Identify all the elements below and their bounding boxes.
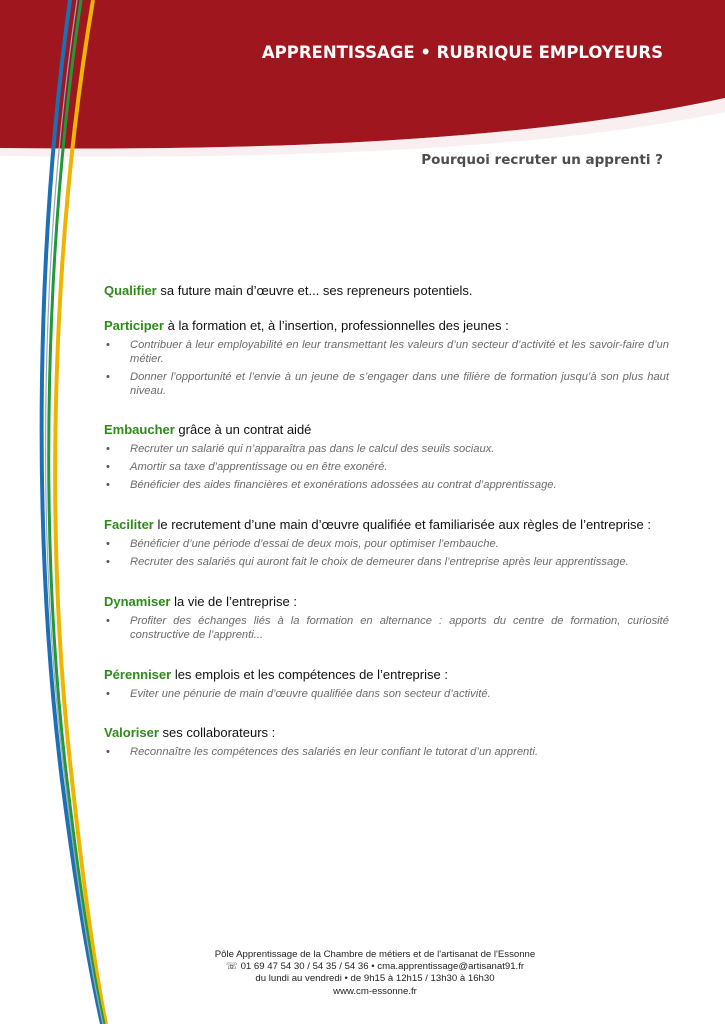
bullet-icon: • [106,443,110,455]
list-item-text: Eviter une pénurie de main d’œuvre qualifiée dans son secteur d’activité. [130,688,491,700]
list-item [104,687,669,701]
bullet-list [104,537,669,569]
section-keyword: Faciliter [104,517,154,532]
section-participer [104,317,669,398]
section-heading-text: le recrutement d’une main d’œuvre qualifiée et familiarisée aux règles de l’entreprise : [153,517,651,532]
page-subtitle: Pourquoi recruter un apprenti ? [421,152,663,168]
section-qualifier [104,282,669,299]
list-item [104,370,669,398]
list-item-text: Bénéficier des aides financières et exonérations adossées au contrat d’apprentissage. [130,479,557,491]
list-item-text: Reconnaître les compétences des salariés en leur confiant le tutorat d’un apprenti. [130,746,538,758]
bullet-list [104,442,669,492]
list-item-text: Recruter un salarié qui n’apparaîtra pas dans le calcul des seuils sociaux. [130,443,495,455]
page-footer [150,949,600,998]
section-perenniser [104,666,669,701]
bullet-list [104,745,669,759]
list-item-text: Bénéficier d’une période d’essai de deux mois, pour optimiser l’embauche. [130,538,499,550]
bullet-list [104,614,669,642]
bullet-icon: • [106,615,110,627]
list-item [104,614,669,642]
section-heading [104,666,669,683]
section-keyword: Embaucher [104,422,175,437]
section-keyword: Participer [104,318,164,333]
section-keyword: Pérenniser [104,667,172,682]
section-heading [104,593,669,610]
section-heading-text: grâce à un contrat aidé [174,422,312,437]
bullet-icon: • [106,339,110,351]
section-embaucher [104,421,669,492]
section-valoriser [104,724,669,759]
list-item [104,555,669,569]
list-item [104,460,669,474]
bullet-icon: • [106,371,110,383]
section-heading [104,282,669,299]
section-keyword: Valoriser [104,725,159,740]
section-faciliter [104,516,669,569]
section-heading [104,317,669,334]
list-item [104,338,669,366]
footer-hours: du lundi au vendredi • de 9h15 à 12h15 / 13h30 à 16h30 [255,973,495,985]
section-heading-text: ses collaborateurs : [158,725,276,740]
section-heading [104,421,669,438]
bullet-icon: • [106,461,110,473]
section-heading [104,724,669,741]
bullet-list [104,687,669,701]
section-heading-text: sa future main d’œuvre et... ses repreneurs potentiels. [156,283,473,298]
main-content [104,282,669,759]
list-item [104,442,669,456]
section-heading-text: les emplois et les compétences de l’entreprise : [171,667,448,682]
list-item [104,745,669,759]
list-item-text: Contribuer à leur employabilité en leur transmettant les valeurs d’un secteur d’activité et les savoir-faire d’un métier. [130,339,669,365]
list-item-text: Profiter des échanges liés à la formation en alternance : apports du centre de formation, curiosité constructive de l’apprenti... [130,615,669,641]
footer-contact: ☏ 01 69 47 54 30 / 54 35 / 54 36 • cma.apprentissage@artisanat91.fr [225,961,525,973]
list-item-text: Amortir sa taxe d’apprentissage ou en être exonéré. [130,461,388,473]
section-keyword: Dynamiser [104,594,171,609]
bullet-icon: • [106,746,110,758]
footer-website[interactable]: www.cm-essonne.fr [333,985,417,997]
bullet-icon: • [106,688,110,700]
section-heading-text: à la formation et, à l’insertion, professionnelles des jeunes : [163,318,509,333]
section-heading [104,516,669,533]
list-item-text: Recruter des salariés qui auront fait le choix de demeurer dans l’entreprise après leur apprentissage. [130,556,629,568]
section-keyword: Qualifier [104,283,157,298]
list-item-text: Donner l’opportunité et l’envie à un jeune de s’engager dans une filière de formation jusqu’à son plus haut niveau. [130,371,669,397]
list-item [104,478,669,492]
bullet-icon: • [106,556,110,568]
bullet-list [104,338,669,398]
section-dynamiser [104,593,669,642]
header-title: APPRENTISSAGE • RUBRIQUE EMPLOYEURS [261,43,663,62]
footer-organization: Pôle Apprentissage de la Chambre de métiers et de l'artisanat de l'Essonne [214,949,536,960]
section-heading-text: la vie de l’entreprise : [170,594,297,609]
bullet-icon: • [106,538,110,550]
list-item [104,537,669,551]
bullet-icon: • [106,479,110,491]
